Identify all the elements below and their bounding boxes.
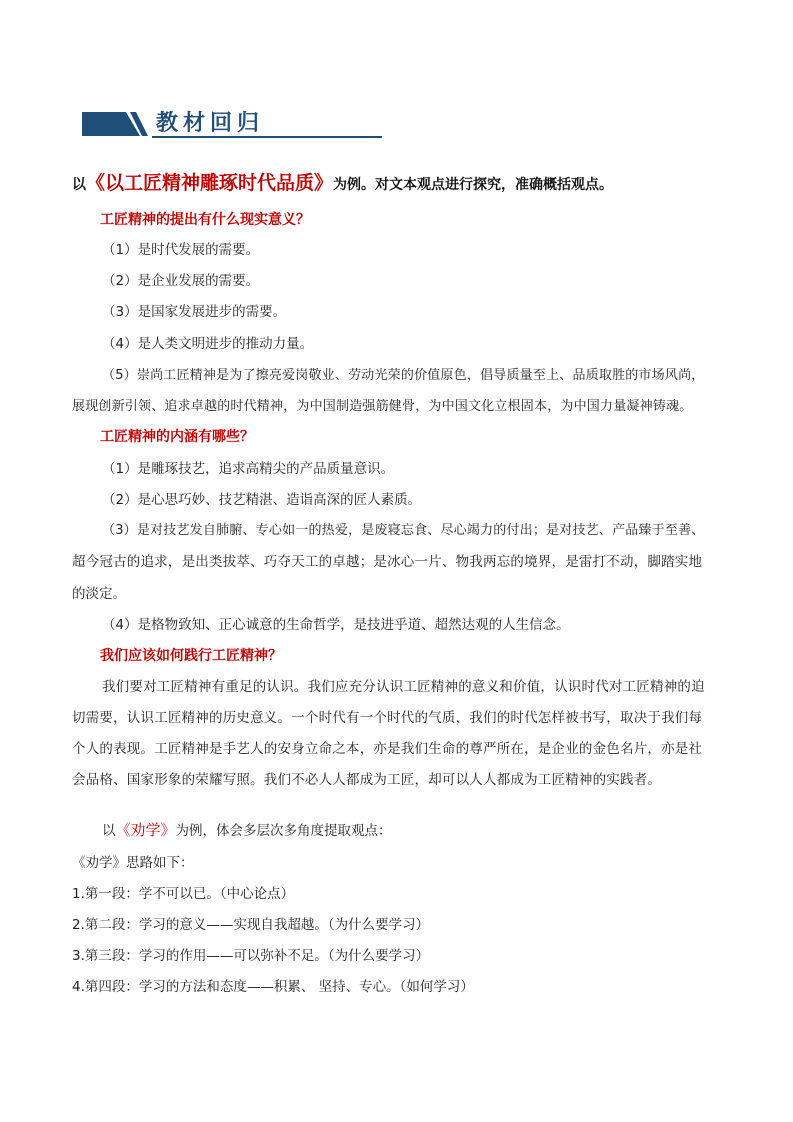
- question-2-title: 工匠精神的内涵有哪些？: [100, 429, 254, 445]
- intro-book-title: 《以工匠精神雕琢时代品质》: [86, 172, 334, 194]
- intro-prefix: 以: [72, 177, 86, 193]
- outline-step-3: 3.第三段：学习的作用——可以弥补不足。（为什么要学习）: [72, 948, 430, 964]
- q1-item-2: （2）是企业发展的需要。: [102, 273, 260, 289]
- banner-ribbon-icon: [82, 112, 148, 136]
- q3-paragraph-line-1: 我们要对工匠精神有重足的认识。我们应充分认识工匠精神的意义和价值，认识时代对工匠精神的迫: [102, 679, 705, 695]
- q1-item-1: （1）是时代发展的需要。: [102, 242, 260, 258]
- q2-item-4: （4）是格物致知、正心诚意的生命哲学，是技进乎道、超然达观的人生信念。: [102, 617, 570, 633]
- example-title: 《劝学》: [115, 821, 176, 839]
- outline-step-2: 2.第二段：学习的意义——实现自我超越。（为什么要学习）: [72, 917, 430, 933]
- section-banner: [82, 104, 302, 140]
- q2-item-3-line-2: 超今冠古的追求，是出类拔萃、巧夺天工的卓越；是冰心一片、物我两忘的境界，是雷打不动，脚踏实地: [72, 554, 703, 570]
- example-suffix: 为例，体会多层次多角度提取观点：: [175, 823, 392, 839]
- question-3-title: 我们应该如何践行工匠精神？: [100, 648, 282, 664]
- banner-underline: [152, 136, 382, 138]
- outline-step-1: 1.第一段：学不可以已。（中心论点）: [72, 886, 295, 902]
- q2-item-2: （2）是心思巧妙、技艺精湛、造诣高深的匠人素质。: [102, 492, 422, 508]
- intro-line: [72, 173, 613, 195]
- example-prefix: 以: [102, 823, 116, 839]
- q3-paragraph-line-3: 个人的表现。工匠精神是手艺人的安身立命之本，亦是我们生命的尊严所在，是企业的金色名片，亦是社: [72, 741, 703, 757]
- q2-item-1: （1）是雕琢技艺，追求高精尖的产品质量意识。: [102, 461, 395, 477]
- intro-suffix: 为例。对文本观点进行探究，准确概括观点。: [333, 177, 614, 193]
- q3-paragraph-line-2: 切需要，认识工匠精神的历史意义。一个时代有一个时代的气质，我们的时代怎样被书写，取决于我们每: [72, 710, 703, 726]
- outline-heading: 《劝学》思路如下：: [72, 855, 194, 871]
- q1-item-4: （4）是人类文明进步的推动力量。: [102, 336, 314, 352]
- q1-item-5-line-2: 展现创新引领、追求卓越的时代精神，为中国制造强筋健骨，为中国文化立根固本，为中国力量凝神铸魂。: [72, 399, 693, 414]
- example-intro: [102, 820, 392, 841]
- q1-item-3: （3）是国家发展进步的需要。: [102, 304, 287, 320]
- question-1-title: 工匠精神的提出有什么现实意义？: [100, 212, 310, 228]
- q3-paragraph-line-4: 会品格、国家形象的荣耀写照。我们不必人人都成为工匠，却可以人人都成为工匠精神的实践者。: [72, 772, 662, 788]
- outline-step-4: 4.第四段：学习的方法和态度——积累、 坚持、专心。（如何学习）: [72, 979, 474, 995]
- q2-item-3-line-1: （3）是对技艺发自肺腑、专心如一的热爱，是废寝忘食、尽心竭力的付出；是对技艺、产品臻于至善、: [102, 523, 705, 538]
- section-title: 教材回归: [156, 110, 265, 136]
- q2-item-3-line-3: 的淡定。: [72, 586, 126, 602]
- q1-item-5-line-1: （5）崇尚工匠精神是为了擦亮爱岗敬业、劳动光荣的价值原色，倡导质量至上、品质取胜的市场风尚，: [102, 368, 705, 383]
